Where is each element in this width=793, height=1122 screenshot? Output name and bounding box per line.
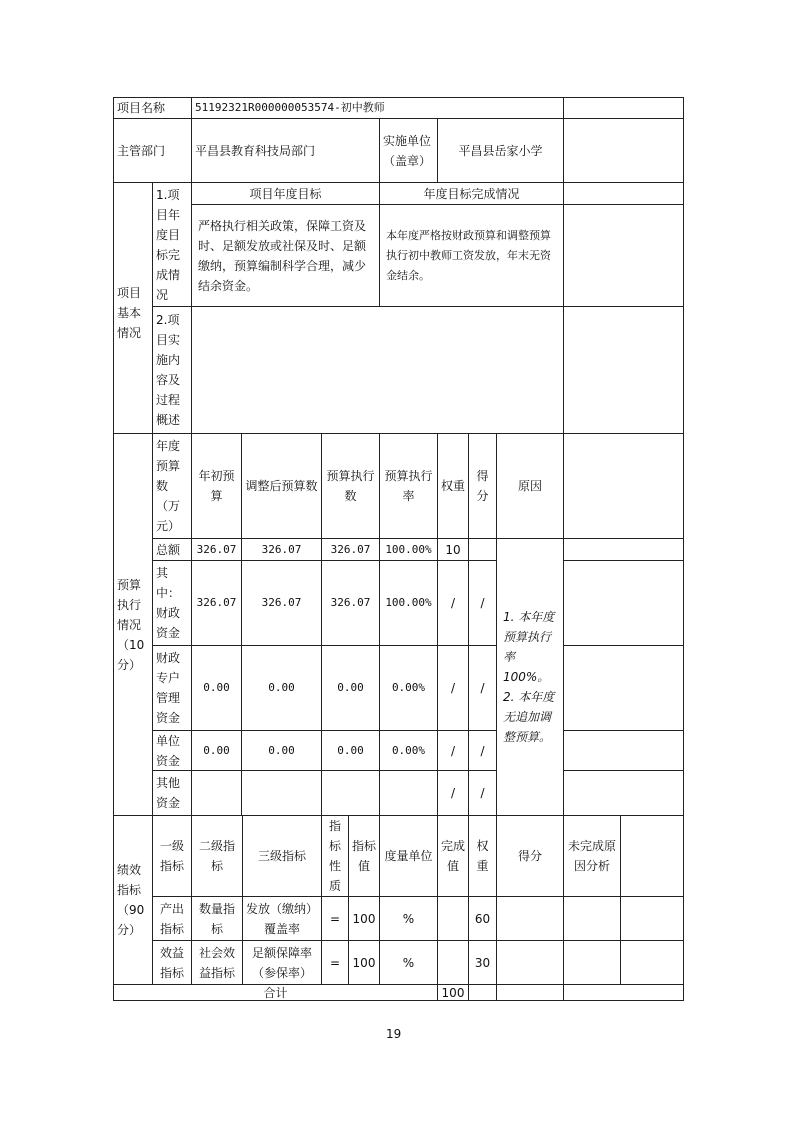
budget-rate	[379, 770, 438, 816]
perf-header: 一级指标	[152, 815, 192, 897]
empty-cell	[496, 940, 564, 985]
unit-value: 平昌县岳家小学	[437, 118, 564, 183]
perf-header: 完成值	[437, 815, 469, 897]
budget-row-label: 其他资金	[152, 770, 192, 816]
empty-cell	[496, 984, 564, 1001]
budget-score: /	[468, 770, 497, 816]
budget-weight: 10	[437, 538, 469, 561]
perf-level1: 效益指标	[152, 940, 192, 985]
empty-cell	[468, 984, 497, 1001]
empty-cell	[563, 433, 684, 539]
impl-content	[191, 306, 564, 434]
goal-text: 严格执行相关政策，保障工资及时、足额发放或社保及时、足额缴纳，预算编制科学合理，减少结余资金。	[191, 204, 380, 307]
perf-nature: =	[321, 940, 349, 985]
budget-executed	[321, 770, 380, 816]
perf-level2: 数量指标	[191, 896, 243, 941]
total-label: 合计	[113, 984, 438, 1001]
budget-score: /	[468, 730, 497, 771]
perf-unit: %	[379, 940, 438, 985]
dept-value: 平昌县教育科技局部门	[191, 118, 380, 183]
budget-adjusted	[241, 770, 322, 816]
empty-cell	[563, 97, 684, 119]
empty-cell	[563, 204, 684, 307]
budget-header: 预算执行率	[379, 433, 438, 539]
unit-label: 实施单位（盖章）	[379, 118, 438, 183]
budget-score: /	[468, 560, 497, 646]
budget-row-label: 单位资金	[152, 730, 192, 771]
perf-level3: 足额保障率（参保率）	[242, 940, 322, 985]
budget-initial: 0.00	[191, 730, 242, 771]
empty-cell	[620, 815, 684, 897]
empty-cell	[620, 896, 684, 941]
impl-label: 2.项目实施内容及过程概述	[152, 306, 192, 434]
budget-header: 预算执行数	[321, 433, 380, 539]
perf-header: 二级指标	[191, 815, 243, 897]
empty-cell	[563, 118, 684, 183]
budget-adjusted: 326.07	[241, 538, 322, 561]
completion-header: 年度目标完成情况	[379, 182, 564, 205]
budget-initial: 0.00	[191, 645, 242, 731]
budget-rate: 100.00%	[379, 560, 438, 646]
budget-initial: 326.07	[191, 538, 242, 561]
budget-rate: 100.00%	[379, 538, 438, 561]
budget-reason: 1. 本年度预算执行率 100%。2. 本年度无追加调整预算。	[496, 538, 564, 816]
basic-section-label: 项目基本情况	[113, 182, 153, 434]
empty-cell	[563, 645, 684, 731]
budget-adjusted: 326.07	[241, 560, 322, 646]
perf-unit: %	[379, 896, 438, 941]
perf-header: 指标性质	[321, 815, 349, 897]
budget-row-label: 总额	[152, 538, 192, 561]
budget-executed: 326.07	[321, 538, 380, 561]
budget-rate: 0.00%	[379, 645, 438, 731]
budget-header: 调整后预算数	[241, 433, 322, 539]
perf-header: 未完成原因分析	[563, 815, 621, 897]
budget-weight: /	[437, 560, 469, 646]
perf-target: 100	[348, 896, 380, 941]
budget-header: 年初预算	[191, 433, 242, 539]
perf-actual	[437, 940, 469, 985]
budget-weight: /	[437, 645, 469, 731]
perf-header: 指标值	[348, 815, 380, 897]
project-name-label: 项目名称	[113, 97, 192, 119]
perf-weight: 60	[468, 896, 497, 941]
budget-executed: 0.00	[321, 645, 380, 731]
perf-weight: 30	[468, 940, 497, 985]
perf-nature: =	[321, 896, 349, 941]
empty-cell	[563, 538, 684, 561]
budget-executed: 0.00	[321, 730, 380, 771]
budget-initial: 326.07	[191, 560, 242, 646]
empty-cell	[563, 560, 684, 646]
perf-target: 100	[348, 940, 380, 985]
budget-score: /	[468, 645, 497, 731]
empty-cell	[563, 306, 684, 434]
budget-score	[468, 538, 497, 561]
budget-section-label: 预算执行情况（10分）	[113, 433, 153, 816]
empty-cell	[563, 730, 684, 771]
budget-header: 年度预算数（万元）	[152, 433, 192, 539]
budget-header: 原因	[496, 433, 564, 539]
perf-level2: 社会效益指标	[191, 940, 243, 985]
budget-weight: /	[437, 730, 469, 771]
budget-executed: 326.07	[321, 560, 380, 646]
empty-cell	[563, 940, 621, 985]
budget-rate: 0.00%	[379, 730, 438, 771]
perf-level1: 产出指标	[152, 896, 192, 941]
total-value: 100	[437, 984, 469, 1001]
empty-cell	[496, 896, 564, 941]
perf-header: 得分	[496, 815, 564, 897]
project-name-value: 51192321R000000053574-初中教师	[191, 97, 564, 119]
dept-label: 主管部门	[113, 118, 192, 183]
goal-label: 1.项目年度目标完成情况	[152, 182, 192, 307]
budget-header: 权重	[437, 433, 469, 539]
perf-actual	[437, 896, 469, 941]
page-number: 19	[386, 1027, 402, 1041]
budget-row-label: 财政专户管理资金	[152, 645, 192, 731]
empty-cell	[563, 984, 684, 1001]
perf-level3: 发放（缴纳）覆盖率	[242, 896, 322, 941]
budget-adjusted: 0.00	[241, 730, 322, 771]
budget-initial	[191, 770, 242, 816]
budget-adjusted: 0.00	[241, 645, 322, 731]
goal-header: 项目年度目标	[191, 182, 380, 205]
completion-text: 本年度严格按财政预算和调整预算执行初中教师工资发放，年末无资金结余。	[379, 204, 564, 307]
empty-cell	[563, 896, 621, 941]
budget-weight: /	[437, 770, 469, 816]
perf-section-label: 绩效指标（90分）	[113, 815, 153, 985]
budget-header: 得分	[468, 433, 497, 539]
perf-header: 权重	[468, 815, 497, 897]
perf-header: 三级指标	[242, 815, 322, 897]
perf-header: 度量单位	[379, 815, 438, 897]
empty-cell	[563, 182, 684, 205]
empty-cell	[620, 940, 684, 985]
empty-cell	[563, 770, 684, 816]
budget-row-label: 其中：财政资金	[152, 560, 192, 646]
